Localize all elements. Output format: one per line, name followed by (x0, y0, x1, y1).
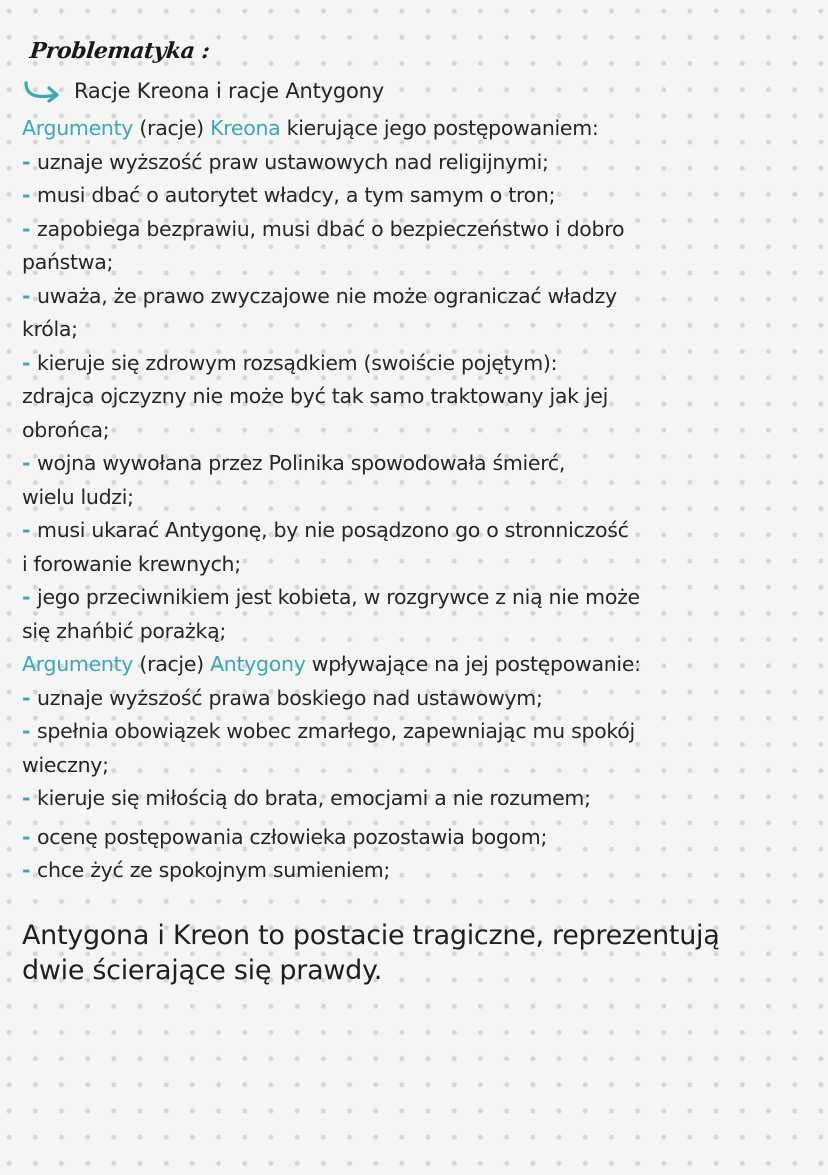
page-title: Problematyka : (28, 38, 211, 64)
list-item (22, 447, 812, 481)
bullet-dash: - (22, 858, 38, 882)
heading-racje-word: (racje) (133, 116, 211, 140)
bullet-dash: - (22, 824, 38, 849)
bullet-dash: - (22, 585, 38, 609)
conclusion-line: dwie ścierające się prawdy. (22, 954, 383, 986)
heading-arguments-word: Argumenty (22, 652, 134, 676)
list-item (22, 682, 812, 716)
subtitle: Racje Kreona i racje Antygony (74, 79, 384, 103)
body-text (22, 112, 812, 988)
conclusion (22, 918, 812, 988)
list-item-text: ocenę postępowania człowieka pozostawia bogom; (37, 824, 548, 849)
list-item (22, 347, 812, 381)
heading-antygony-word: Antygony (210, 652, 306, 676)
list-item (22, 854, 812, 888)
subtitle-row (22, 74, 384, 108)
list-item-text: kieruje się miłością do brata, emocjami a nie rozumem; (37, 786, 591, 810)
list-item-continuation: się zhańbić porażką; (22, 618, 226, 643)
list-item-text: zapobiega bezprawiu, musi dbać o bezpieczeństwo i dobro (37, 216, 625, 241)
heading-rest: wpływające na jej postępowanie: (305, 652, 641, 676)
bullet-dash: - (22, 216, 38, 241)
list-item-continuation: zdrajca ojczyzny nie może być tak samo traktowany jak jej (22, 384, 609, 408)
list-item-continuation: króla; (22, 317, 78, 341)
heading-kreona-word: Kreona (210, 116, 281, 140)
bullet-dash: - (22, 451, 38, 475)
antygona-list (22, 682, 812, 888)
list-item (22, 821, 812, 855)
bullet-dash: - (22, 149, 38, 174)
heading-rest: kierujące jego postępowaniem: (280, 116, 599, 140)
list-item-text: wojna wywołana przez Polinika spowodowała śmierć, (37, 451, 566, 475)
list-item-text: uważa, że prawo zwyczajowe nie może ograniczać władzy (37, 283, 617, 308)
list-item (22, 179, 812, 213)
list-item (22, 715, 812, 749)
kreon-heading (22, 112, 812, 146)
list-item (22, 280, 812, 314)
list-item-text: kieruje się zdrowym rozsądkiem (swoiście pojętym): (37, 350, 558, 375)
list-item-text: uznaje wyższość praw ustawowych nad religijnymi; (37, 149, 549, 174)
list-item-text: uznaje wyższość prawa boskiego nad ustawowym; (37, 685, 543, 710)
heading-arguments-word: Argumenty (22, 116, 134, 140)
list-item-text: musi dbać o autorytet władcy, a tym samym o tron; (37, 183, 556, 207)
kreon-list (22, 146, 812, 649)
bullet-dash: - (22, 183, 38, 207)
antygona-heading (22, 648, 812, 682)
list-item (22, 514, 812, 548)
list-item (22, 581, 812, 615)
list-item-continuation: państwa; (22, 250, 114, 274)
bullet-dash: - (22, 786, 38, 810)
list-item-continuation: wieczny; (22, 752, 109, 777)
bullet-dash: - (22, 283, 38, 308)
list-item-text: jego przeciwnikiem jest kobieta, w rozgrywce z nią nie może (37, 585, 640, 609)
curved-arrow-right-icon (22, 77, 66, 105)
list-item-text: chce żyć ze spokojnym sumieniem; (37, 858, 391, 882)
bullet-dash: - (22, 719, 38, 743)
bullet-dash: - (22, 685, 38, 710)
list-item-continuation: obrońca; (22, 417, 110, 442)
list-item-text: musi ukarać Antygonę, by nie posądzono go o stronniczość (37, 518, 629, 542)
conclusion-line: Antygona i Kreon to postacie tragiczne, reprezentują (22, 919, 720, 951)
heading-racje-word: (racje) (133, 652, 211, 676)
list-item-continuation: wielu ludzi; (22, 484, 134, 509)
list-item (22, 213, 812, 247)
list-item-continuation: i forowanie krewnych; (22, 551, 241, 576)
list-item-text: spełnia obowiązek wobec zmarłego, zapewniając mu spokój (37, 719, 635, 743)
list-item (22, 146, 812, 180)
list-item (22, 782, 812, 816)
bullet-dash: - (22, 518, 38, 542)
bullet-dash: - (22, 350, 38, 375)
